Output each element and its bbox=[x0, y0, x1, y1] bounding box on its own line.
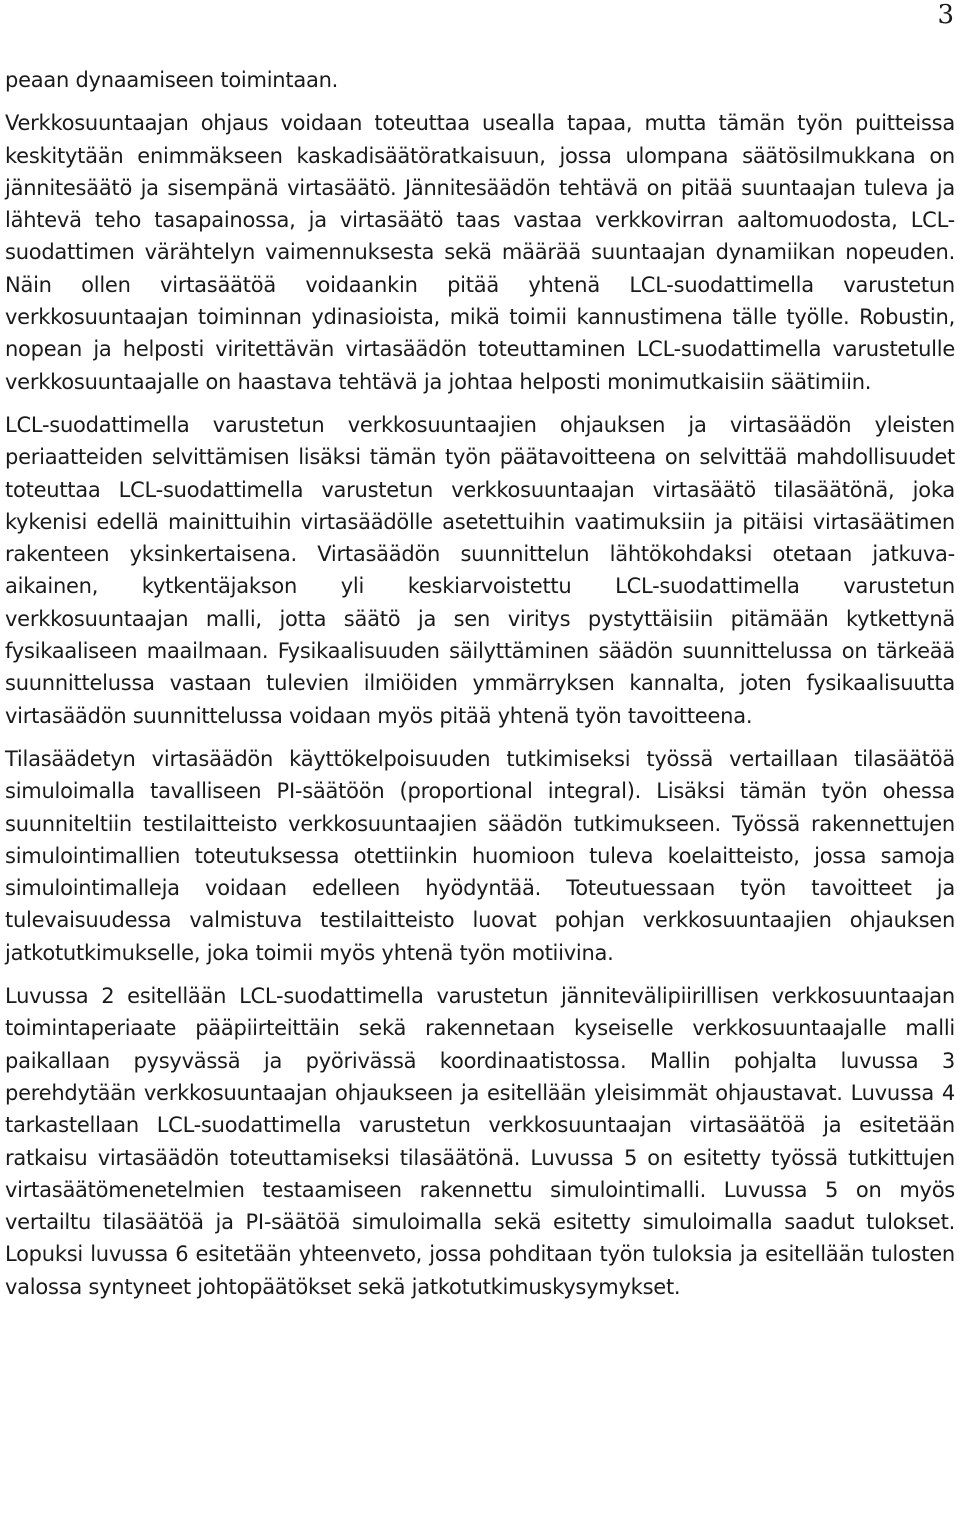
page-number: 3 bbox=[937, 0, 954, 30]
paragraph-continuation: peaan dynaamiseen toimintaan. bbox=[5, 68, 339, 92]
paragraph-control-methods: Verkkosuuntaajan ohjaus voidaan toteuttaa usealla tapaa, mutta tämän työn puitteissa keskitytään enimmäkseen kaskadisäätöratkaisuun, jossa ulompana säätösilmukkana on jännitesäätö ja sisempänä virtasäätö. Jännitesäädön tehtävä on pitää suuntaajan tuleva ja lähtevä teho tasapainossa, ja virtasäätö taas vastaa verkkovirran aaltomuodosta, LCL-suodattimen värähtelyn vaimennuksesta sekä määrää suuntaajan dynamiikan nopeuden. Näin ollen virtasäätöä voidaankin pitää yhtenä LCL-suodattimella varustetun verkkosuuntaajan toiminnan ydinasioista, mikä toimii kannustimena tälle työlle. Robustin, nopean ja helposti viritettävän virtasäädön toteuttaminen LCL-suodattimella varustetulle verkkosuuntaajalle on haastava tehtävä ja johtaa helposti monimutkaisiin säätimiin. bbox=[5, 111, 955, 394]
paragraph-chapter-outline: Luvussa 2 esitellään LCL-suodattimella varustetun jännitevälipiirillisen verkkosuuntaajan toimintaperiaate pääpiirteittäin sekä rakennetaan kyseiselle verkkosuuntaajalle malli paikallaan pysyvässä ja pyörivässä koordinaatistossa. Mallin pohjalta luvussa 3 perehdytään verkkosuuntaajan ohjaukseen ja esitellään yleisimmät ohjaustavat. Luvussa 4 tarkastellaan LCL-suodattimella varustetun verkkosuuntaajan virtasäätöä ja esitetään ratkaisu virtasäädön toteuttamiseksi tilasäätönä. Luvussa 5 on esitetty työssä tutkittujen virtasäätömenetelmien testaamiseen rakennettu simulointimalli. Luvussa 5 on myös vertailtu tilasäätöä ja PI-säätöä simuloimalla sekä esitetty simuloimalla saadut tulokset. Lopuksi luvussa 6 esitetään yhteenveto, jossa pohditaan työn tuloksia ja esitellään tulosten valossa syntyneet johtopäätökset sekä jatkotutkimuskysymykset. bbox=[5, 984, 955, 1299]
paragraph-comparison: Tilasäädetyn virtasäädön käyttökelpoisuuden tutkimiseksi työssä vertaillaan tilasäätöä simuloimalla tavalliseen PI-säätöön (proportional integral). Lisäksi tämän työn ohessa suunniteltiin testilaitteisto verkkosuuntaajien säädön tutkimukseen. Työssä rakennettujen simulointimallien toteutuksessa otettiinkin huomioon tuleva koelaitteisto, jossa samoja simulointimalleja voidaan edelleen hyödyntää. Toteutuessaan työn tavoitteet ja tulevaisuudessa valmistuva testilaitteisto luovat pohjan verkkosuuntaajien ohjauksen jatkotutkimukselle, joka toimii myös yhtenä työn motiivina. bbox=[5, 746, 955, 965]
body-text bbox=[5, 64, 955, 1303]
paragraph-objectives: LCL-suodattimella varustetun verkkosuuntaajien ohjauksen ja virtasäädön yleisten periaatteiden selvittämisen lisäksi tämän työn päätavoitteena on selvittää mahdollisuudet toteuttaa LCL-suodattimella varustetun verkkosuuntaajan virtasäätö tilasäätönä, joka kykenisi edellä mainittuihin virtasäädölle asetettuihin vaatimuksiin ja pitäisi virtasäätimen rakenteen yksinkertaisena. Virtasäädön suunnittelun lähtökohdaksi otetaan jatkuva-aikainen, kytkentäjakson yli keskiarvoistettu LCL-suodattimella varustetun verkkosuuntaajan malli, jotta säätö ja sen viritys pystyttäisiin pitämään kytkettynä fysikaaliseen maailmaan. Fysikaalisuuden säilyttäminen säädön suunnittelussa on tärkeää suunnittelussa vastaan tulevien ilmiöiden ymmärryksen kannalta, joten fysikaalisuutta virtasäädön suunnittelussa voidaan myös pitää yhtenä työn tavoitteena. bbox=[5, 412, 955, 728]
